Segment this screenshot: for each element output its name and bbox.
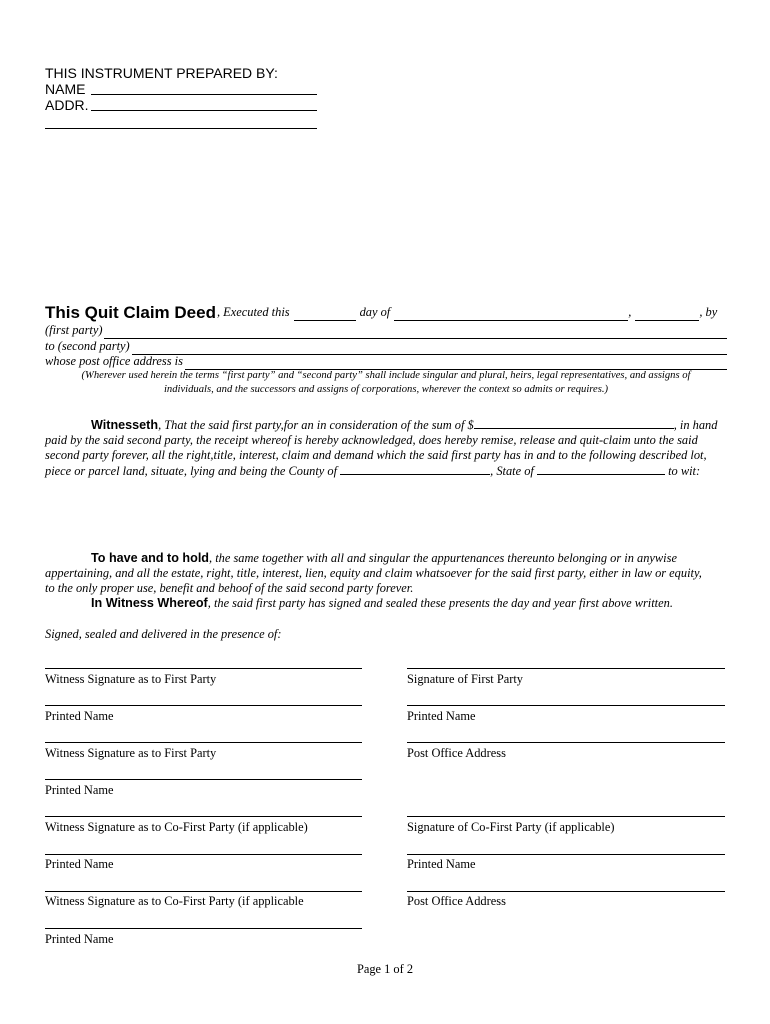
- first-party-address-label: Post Office Address: [407, 746, 506, 760]
- note-line-2: individuals, and the successors and assigns of corporations, wherever the context so admits or requires.): [163, 384, 609, 395]
- name-label: NAME: [45, 81, 86, 97]
- witness-signature-line-2[interactable]: [45, 742, 362, 743]
- printed-name-line-4[interactable]: [45, 928, 362, 929]
- witness-signature-label-2: Witness Signature as to First Party: [45, 746, 217, 760]
- state-field[interactable]: [537, 463, 665, 475]
- first-party-signature-line[interactable]: [407, 668, 725, 669]
- first-party-label: (first party): [45, 323, 103, 337]
- habendum-line-3: to the only proper use, benefit and behoof of the said second party forever.: [45, 581, 414, 595]
- co-first-party-address-label: Post Office Address: [407, 894, 506, 908]
- witnesseth-lead: Witnesseth: [91, 418, 159, 432]
- co-first-party-signature-line[interactable]: [407, 816, 725, 817]
- executed-this-text: , Executed this: [216, 305, 290, 319]
- witnesseth-line-4b: , State of: [490, 464, 534, 478]
- first-party-printed-name-label: Printed Name: [407, 709, 476, 723]
- witness-whereof-lead: In Witness Whereof: [91, 596, 208, 610]
- deed-title: This Quit Claim Deed: [45, 303, 216, 322]
- printed-name-line-2[interactable]: [45, 779, 362, 780]
- printed-name-label-1: Printed Name: [45, 709, 114, 723]
- prepared-by-heading: THIS INSTRUMENT PREPARED BY:: [45, 65, 278, 81]
- witnesseth-line-4c: to wit:: [668, 464, 701, 478]
- signed-sealed-line: Signed, sealed and delivered in the presence of:: [45, 627, 282, 641]
- witnesseth-line-2: paid by the said second party, the receipt whereof is hereby acknowledged, does hereby remise, release and quit-claim unto the said: [45, 433, 698, 447]
- addr-field[interactable]: [91, 110, 317, 111]
- day-of-text: day of: [359, 305, 391, 319]
- co-witness-signature-line-2[interactable]: [45, 891, 362, 892]
- executed-day-field[interactable]: [294, 309, 356, 321]
- co-witness-signature-line-1[interactable]: [45, 816, 362, 817]
- co-first-party-address-line[interactable]: [407, 891, 725, 892]
- habendum-paragraph: [45, 551, 727, 611]
- second-party-label: to (second party): [45, 339, 130, 353]
- first-party-field[interactable]: [104, 327, 727, 339]
- co-witness-signature-label-1: Witness Signature as to Co-First Party (if applicable): [45, 820, 308, 834]
- printed-name-line-3[interactable]: [45, 854, 362, 855]
- county-field[interactable]: [340, 463, 490, 475]
- witnesseth-paragraph: [45, 417, 727, 479]
- deed-title-row: [45, 305, 727, 321]
- name-field[interactable]: [91, 94, 317, 95]
- habendum-line-2: appertaining, and all the estate, right, title, interest, lien, equity and claim whatsoever for the said first party, either in law or equity,: [45, 566, 702, 580]
- address-field[interactable]: [185, 358, 727, 370]
- note-line-1: (Wherever used herein the terms “first party” and “second party” shall include singular and plural, heirs, legal representatives, and assigns of: [81, 370, 691, 381]
- witnesseth-line-3: second party forever, all the right,title, interest, claim and demand which the said first party has in and to the following described lot,: [45, 448, 707, 462]
- executed-year-field[interactable]: [635, 309, 699, 321]
- habendum-lead: To have and to hold: [91, 551, 210, 565]
- by-text: , by: [699, 305, 718, 319]
- second-party-row: [45, 339, 727, 355]
- witnesseth-text-1: , That the said first party,for an in consideration of the sum of $: [158, 418, 474, 432]
- witnesseth-line-4a: piece or parcel land, situate, lying and being the County of: [45, 464, 338, 478]
- printed-name-label-2: Printed Name: [45, 783, 114, 797]
- executed-month-field[interactable]: [394, 309, 628, 321]
- first-party-row: [45, 323, 727, 339]
- printed-name-label-3: Printed Name: [45, 857, 114, 871]
- witness-whereof-text: , the said first party has signed and sealed these presents the day and year first above written.: [207, 596, 673, 610]
- addr-label: ADDR.: [45, 97, 89, 113]
- address-row: [45, 354, 727, 370]
- habendum-line-1: , the same together with all and singular the appurtenances thereunto belonging or in anywise: [209, 551, 677, 565]
- first-party-printed-name-line[interactable]: [407, 705, 725, 706]
- address-label: whose post office address is: [45, 354, 183, 368]
- printed-name-line-1[interactable]: [45, 705, 362, 706]
- witnesseth-text-1b: , in hand: [673, 418, 718, 432]
- co-witness-signature-label-2: Witness Signature as to Co-First Party (if applicable: [45, 894, 304, 908]
- addr-field-line-2[interactable]: [45, 128, 317, 129]
- witness-signature-line-1[interactable]: [45, 668, 362, 669]
- witness-signature-label-1: Witness Signature as to First Party: [45, 672, 217, 686]
- comma-text: ,: [628, 305, 632, 319]
- printed-name-label-4: Printed Name: [45, 932, 114, 946]
- page-number: Page 1 of 2: [356, 962, 414, 976]
- co-first-party-printed-name-label: Printed Name: [407, 857, 476, 871]
- co-first-party-signature-label: Signature of Co-First Party (if applicable): [407, 820, 615, 834]
- first-party-address-line[interactable]: [407, 742, 725, 743]
- consideration-amount-field[interactable]: [474, 417, 674, 429]
- second-party-field[interactable]: [132, 343, 727, 355]
- definition-note: [45, 369, 727, 397]
- first-party-signature-label: Signature of First Party: [407, 672, 523, 686]
- co-first-party-printed-name-line[interactable]: [407, 854, 725, 855]
